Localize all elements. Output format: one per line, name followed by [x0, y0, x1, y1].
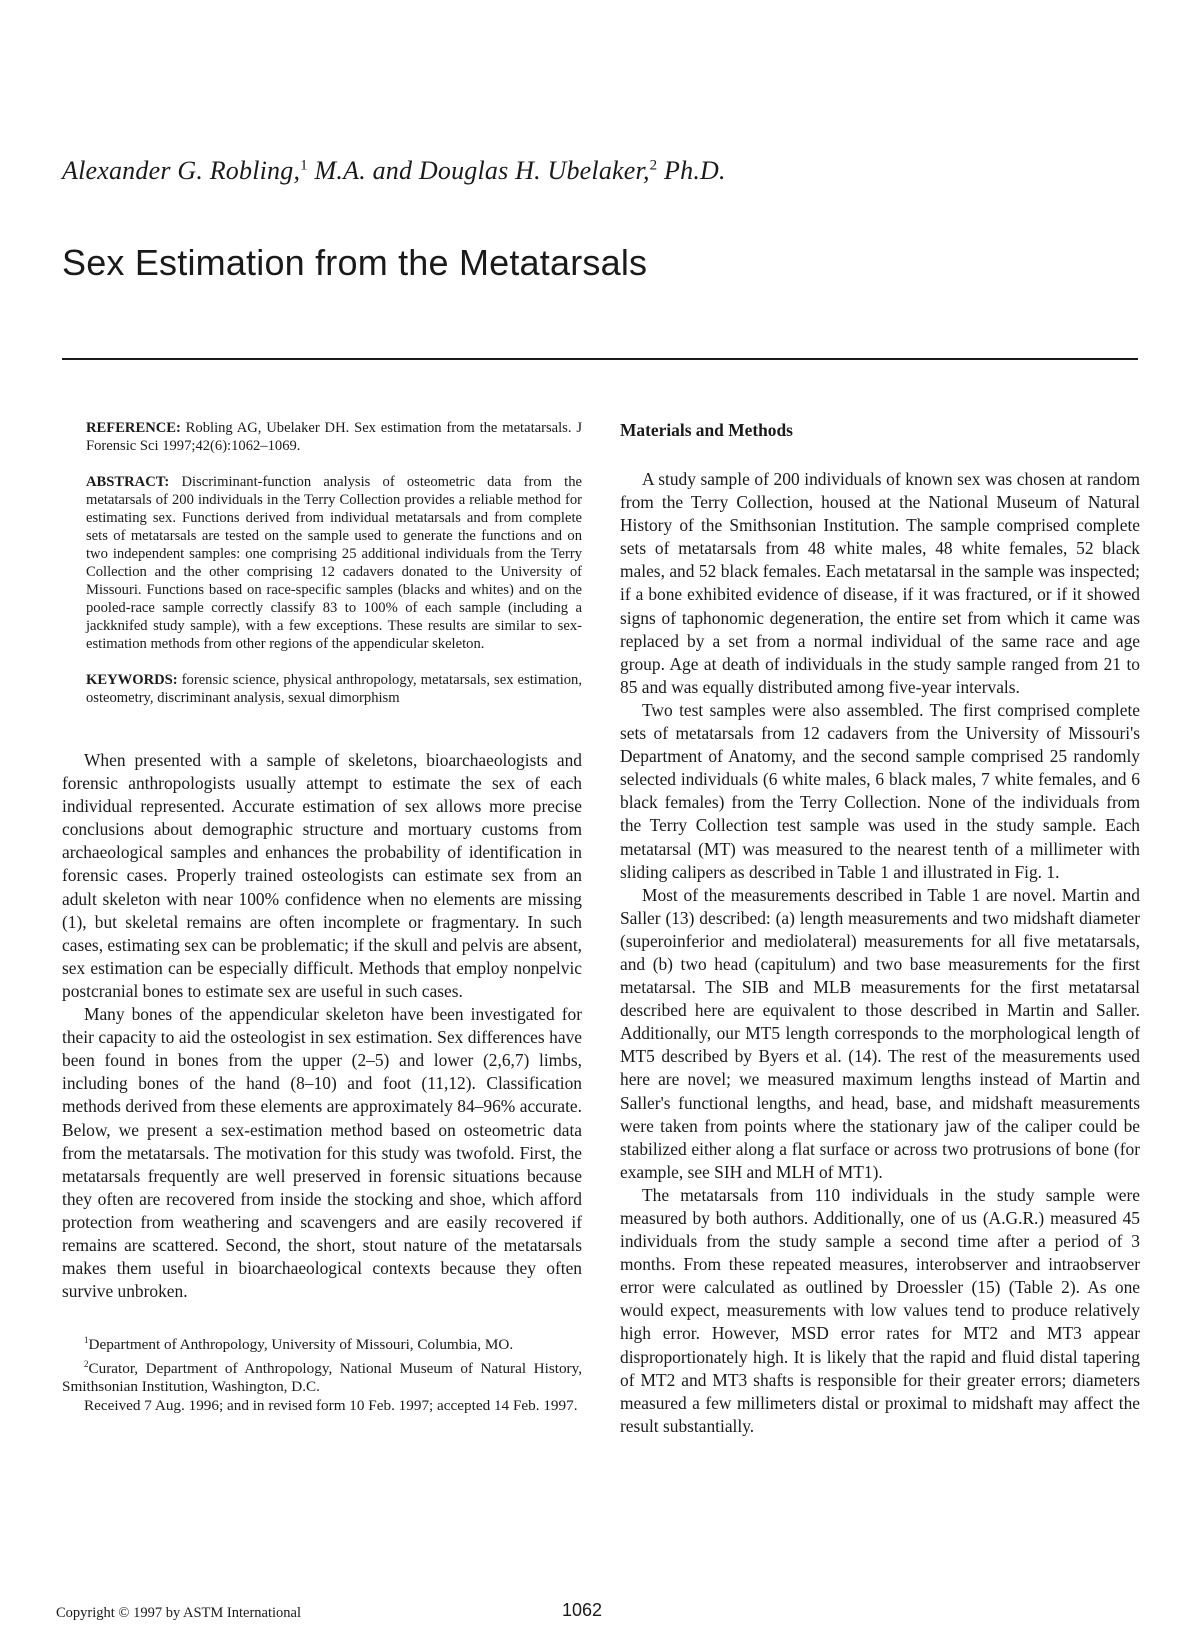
- author2-name: M.A. and Douglas H. Ubelaker,: [307, 156, 650, 185]
- page-number: 1062: [562, 1600, 603, 1620]
- footnote-1: [62, 1331, 582, 1354]
- author-line: [62, 156, 1122, 186]
- reference-block: [86, 419, 582, 455]
- author1-affiliation-mark: 1: [300, 157, 308, 174]
- title-divider: [62, 358, 1138, 360]
- footnote-1-mark: 1: [84, 1335, 89, 1346]
- intro-paragraph-2: Many bones of the appendicular skeleton have been investigated for their capacity to aid the osteologist in sex estimation. Sex differences have been found in bones from the upper (2–5) and lower (2,6,7) limbs, including bones of the hand (8–10) and foot (11,12). Classification methods derived from these elements are approximately 84–96% accurate. Below, we present a sex-estimation method based on osteometric data from the metatarsals. The motivation for this study was twofold. First, the metatarsals frequently are well preserved in forensic situations because they often are recovered from inside the stocking and shoe, which afford protection from weathering and scavengers and are easily recovered if remains are scattered. Second, the short, stout nature of the metatarsals makes them useful in bioarchaeological contexts because they often survive unbroken.: [62, 1004, 582, 1302]
- footnote-2-mark: 2: [84, 1358, 89, 1369]
- footnote-2-text: Curator, Department of Anthropology, National Museum of Natural History, Smithsonian Institution, Washington, D.C.: [62, 1359, 582, 1396]
- author2-degree: Ph.D.: [657, 156, 726, 185]
- author1-name: Alexander G. Robling,: [62, 156, 301, 185]
- abstract-block: [86, 473, 582, 653]
- methods-paragraph-3: Most of the measurements described in Table 1 are novel. Martin and Saller (13) described: (a) length measurements and two midshaft diameter (superoinferior and mediolateral) measurements for all five metatarsals, and (b) two head (capitulum) and two base measurements for the first metatarsal. The SIB and MLB measurements for the first metatarsal described here are equivalent to those described in Martin and Saller. Additionally, our MT5 length corresponds to the morphological length of MT5 described by Byers et al. (14). The rest of the measurements used here are novel; we measured maximum lengths instead of Martin and Saller's functional lengths, and head, base, and midshaft measurements were taken from points where the stationary jaw of the caliper could be stabilized either along a flat surface or across two protrusions of bone (for example, see SIH and MLH of MT1).: [620, 884, 1140, 1182]
- footnote-1-text: Department of Anthropology, University of Missouri, Columbia, MO.: [88, 1336, 514, 1354]
- reference-text: Robling AG, Ubelaker DH. Sex estimation from the metatarsals. J Forensic Sci 1997;42(6):1062–1069.: [86, 420, 582, 454]
- article-title: Sex Estimation from the Metatarsals: [62, 242, 648, 283]
- abstract-text: Discriminant-function analysis of osteometric data from the metatarsals of 200 individuals in the Terry Collection provides a reliable method for estimating sex. Functions derived from individual metatarsals and from complete sets of metatarsals are tested on the sample used to generate the functions and on two independent samples: one comprising 25 additional individuals from the Terry Collection and the other comprising 12 cadavers donated to the University of Missouri. Functions based on race-specific samples (blacks and whites) and on the pooled-race sample correctly classify 83 to 100% of each sample (including a jackknifed study sample), with a few exceptions. These results are similar to sex-estimation methods from other regions of the appendicular skeleton.: [86, 474, 582, 652]
- methods-body: [620, 468, 1140, 1438]
- introduction: [62, 749, 582, 1303]
- section-heading-methods: Materials and Methods: [620, 420, 793, 440]
- footnotes: [62, 1331, 582, 1415]
- footnote-2: [62, 1355, 582, 1397]
- left-column: [62, 419, 582, 1415]
- methods-paragraph-1: A study sample of 200 individuals of known sex was chosen at random from the Terry Collection, housed at the National Museum of Natural History of the Smithsonian Institution. The sample comprised complete sets of metatarsals from 48 white males, 48 white females, 52 black males, and 52 black females. Each metatarsal in the sample was inspected; if a bone exhibited evidence of disease, if it was fractured, or if it showed signs of taphonomic degeneration, the entire set from which it came was replaced by a set from a normal individual of the same race and age group. Age at death of individuals in the study sample ranged from 21 to 85 and was equally distributed among five-year intervals.: [620, 469, 1140, 697]
- author2-affiliation-mark: 2: [649, 157, 658, 174]
- right-column: [620, 419, 1140, 1438]
- keywords-text: forensic science, physical anthropology, metatarsals, sex estimation, osteometry, discriminant analysis, sexual dimorphism: [86, 672, 582, 706]
- intro-paragraph-1: When presented with a sample of skeletons, bioarchaeologists and forensic anthropologists usually attempt to estimate the sex of each individual represented. Accurate estimation of sex allows more precise conclusions about demographic structure and mortuary customs from archaeological samples and enhances the probability of identification in forensic cases. Properly trained osteologists can estimate sex from an adult skeleton with near 100% confidence when no elements are missing (1), but skeletal remains are often incomplete or fragmentary. In such cases, estimating sex can be problematic; if the skull and pelvis are absent, sex estimation can be especially difficult. Methods that employ nonpelvic postcranial bones to estimate sex are useful in such cases.: [62, 750, 582, 1001]
- copyright-notice: Copyright © 1997 by ASTM International: [56, 1605, 302, 1621]
- keywords-block: [86, 671, 582, 707]
- methods-paragraph-4: The metatarsals from 110 individuals in the study sample were measured by both authors. Additionally, one of us (A.G.R.) measured 45 individuals from the study sample a second time after a period of 3 months. From these repeated measures, interobserver and intraobserver error were calculated as outlined by Droessler (15) (Table 2). As one would expect, measurements with low values tend to produce relatively high error. However, MSD error rates for MT2 and MT3 appear disproportionately high. It is likely that the rapid and fluid distal tapering of MT2 and MT3 shafts is responsible for their greater errors; diameters measured a few millimeters distal or proximal to midshaft may affect the result substantially.: [620, 1184, 1140, 1436]
- reference-label: REFERENCE:: [86, 420, 181, 436]
- keywords-label: KEYWORDS:: [86, 672, 178, 688]
- received-dates: Received 7 Aug. 1996; and in revised form 10 Feb. 1997; accepted 14 Feb. 1997.: [84, 1396, 578, 1414]
- methods-paragraph-2: Two test samples were also assembled. The first comprised complete sets of metatarsals from 12 cadavers from the University of Missouri's Department of Anatomy, and the second sample comprised 25 randomly selected individuals (6 white males, 6 black males, 7 white females, and 6 black females) from the Terry Collection. None of the individuals from the Terry Collection test sample was used in the study sample. Each metatarsal (MT) was measured to the nearest tenth of a millimeter with sliding calipers as described in Table 1 and illustrated in Fig. 1.: [620, 699, 1140, 882]
- abstract-label: ABSTRACT:: [86, 474, 170, 490]
